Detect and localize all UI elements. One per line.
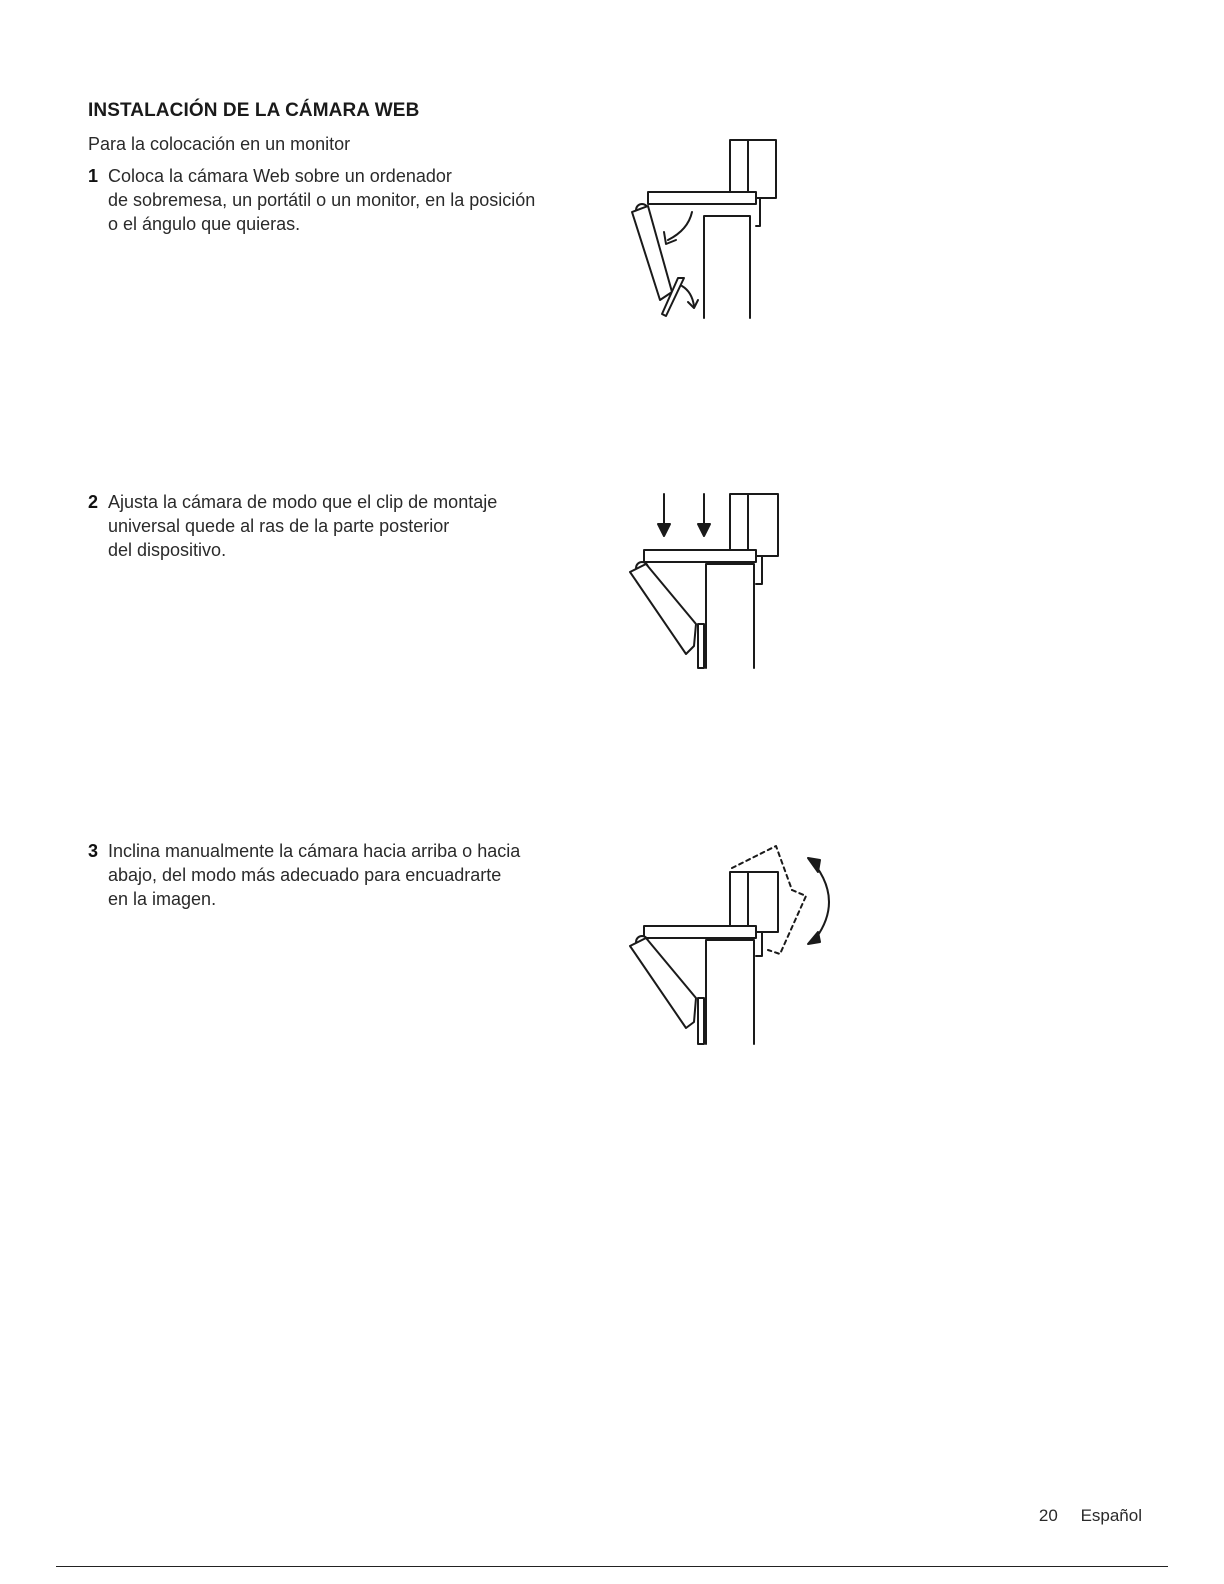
step-text-line: universal quede al ras de la parte posterior xyxy=(108,516,450,536)
webcam-unfold-clip-illustration xyxy=(620,132,800,322)
step-text-line: Coloca la cámara Web sobre un ordenador xyxy=(108,166,452,186)
step-number: 2 xyxy=(88,492,99,512)
step-text xyxy=(108,164,608,236)
step-text-line: abajo, del modo más adecuado para encuadrarte xyxy=(108,865,502,885)
webcam-flush-clip-illustration xyxy=(620,486,800,676)
step-text-line: o el ángulo que quieras. xyxy=(108,214,301,234)
section-subtitle: Para la colocación en un monitor xyxy=(88,134,351,154)
footer-language: Español xyxy=(1080,1506,1142,1525)
page-footer xyxy=(1039,1506,1142,1526)
step-2 xyxy=(88,490,608,562)
step-1 xyxy=(88,164,608,236)
page-number: 20 xyxy=(1038,1506,1058,1525)
step-text-line: Inclina manualmente la cámara hacia arriba o hacia xyxy=(108,841,521,861)
step-text xyxy=(108,490,608,562)
step-text xyxy=(108,839,608,911)
step-number: 1 xyxy=(88,166,99,186)
step-number: 3 xyxy=(88,841,99,861)
step-text-line: Ajusta la cámara de modo que el clip de montaje xyxy=(108,492,498,512)
webcam-tilt-illustration xyxy=(620,838,840,1048)
step-text-line: de sobremesa, un portátil o un monitor, en la posición xyxy=(108,190,536,210)
step-text-line: en la imagen. xyxy=(108,889,217,909)
page-title: INSTALACIÓN DE LA CÁMARA WEB xyxy=(88,100,420,121)
footer-divider xyxy=(56,1566,1168,1567)
step-text-line: del dispositivo. xyxy=(108,540,227,560)
step-3 xyxy=(88,839,608,911)
